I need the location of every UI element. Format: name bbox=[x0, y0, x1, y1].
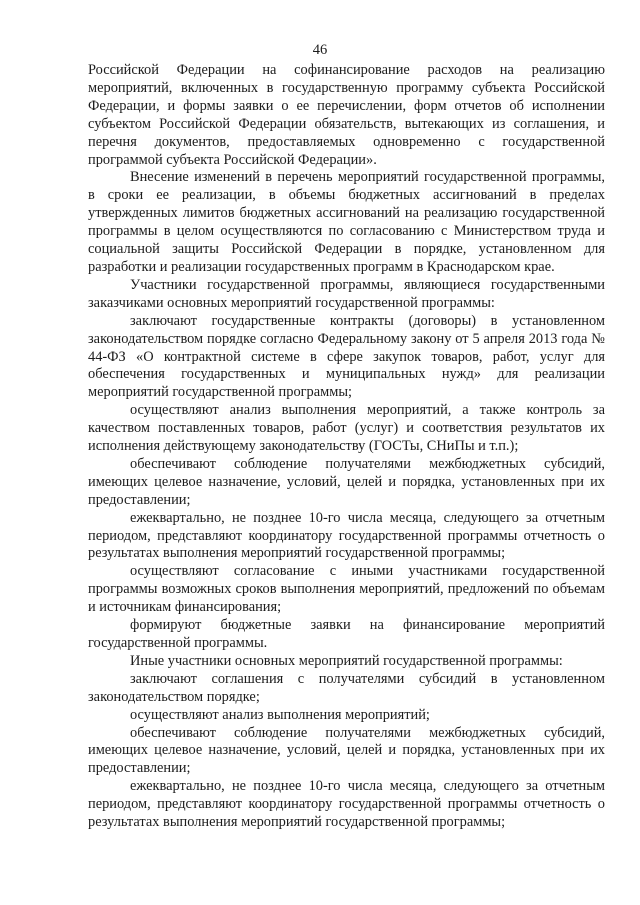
body-text bbox=[88, 62, 605, 832]
page-number: 46 bbox=[312, 42, 328, 58]
paragraph: Иные участники основных мероприятий государственной программы: bbox=[130, 652, 563, 669]
list-item: обеспечивают соблюдение получателями межбюджетных субсидий, имеющих целевое назначение, условий, целей и порядка, установленных при их предоставлении; bbox=[88, 724, 605, 777]
list-item: заключают соглашения с получателями субсидий в установленном законодательством порядке; bbox=[88, 670, 605, 705]
list-item: осуществляют анализ выполнения мероприятий; bbox=[130, 706, 430, 723]
paragraph: Внесение изменений в перечень мероприятий государственной программы, в сроки ее реализации, в объемы бюджетных ассигнований в пределах утвержденных лимитов бюджетных ассигнований на реализацию государственной программы в целом осуществляются по согласованию с Министерством труда и социальной защиты Российской Федерации в порядке, установленном для разработки и реализации государственных программ в Краснодарском крае. bbox=[88, 169, 605, 275]
list-item: осуществляют анализ выполнения мероприятий, а также контроль за качеством поставленных товаров, работ (услуг) и соответствия результатов их исполнения действующему законодательству (ГОСТы, СНиПы и т.п.); bbox=[88, 402, 605, 455]
list-item: осуществляют согласование с иными участниками государственной программы возможных сроков выполнения мероприятий, предложений по объемам и источникам финансирования; bbox=[88, 563, 605, 616]
list-item: ежеквартально, не позднее 10-го числа месяца, следующего за отчетным периодом, представляют координатору государственной программы отчетность о результатах выполнения мероприятий государственной программы; bbox=[88, 509, 605, 562]
list-item: формируют бюджетные заявки на финансирование мероприятий государственной программы. bbox=[88, 617, 605, 651]
paragraph-continuation: Российской Федерации на софинансирование расходов на реализацию мероприятий, включенных в государственную программу субъекта Российской Федерации, и формы заявки о ее перечислении, форм отчетов об исполнении субъектом Российской Федерации обязательств, вытекающих из соглашения, и перечня документов, предоставляемых одновременно с государственной программой субъекта Российской Федерации». bbox=[88, 62, 605, 168]
list-item: ежеквартально, не позднее 10-го числа месяца, следующего за отчетным периодом, представляют координатору государственной программы отчетность о результатах выполнения мероприятий государственной программы; bbox=[88, 778, 605, 831]
list-item: заключают государственные контракты (договоры) в установленном законодательством порядке согласно Федеральному закону от 5 апреля 2013 года № 44-ФЗ «О контрактной системе в сфере закупок товаров, работ, услуг для обеспечения государственных и муниципальных нужд» для реализации мероприятий государственной программы; bbox=[88, 312, 605, 401]
paragraph: Участники государственной программы, являющиеся государственными заказчиками основных мероприятий государственной программы: bbox=[88, 276, 605, 311]
list-item: обеспечивают соблюдение получателями межбюджетных субсидий, имеющих целевое назначение, условий, целей и порядка, установленных при их предоставлении; bbox=[88, 455, 605, 508]
